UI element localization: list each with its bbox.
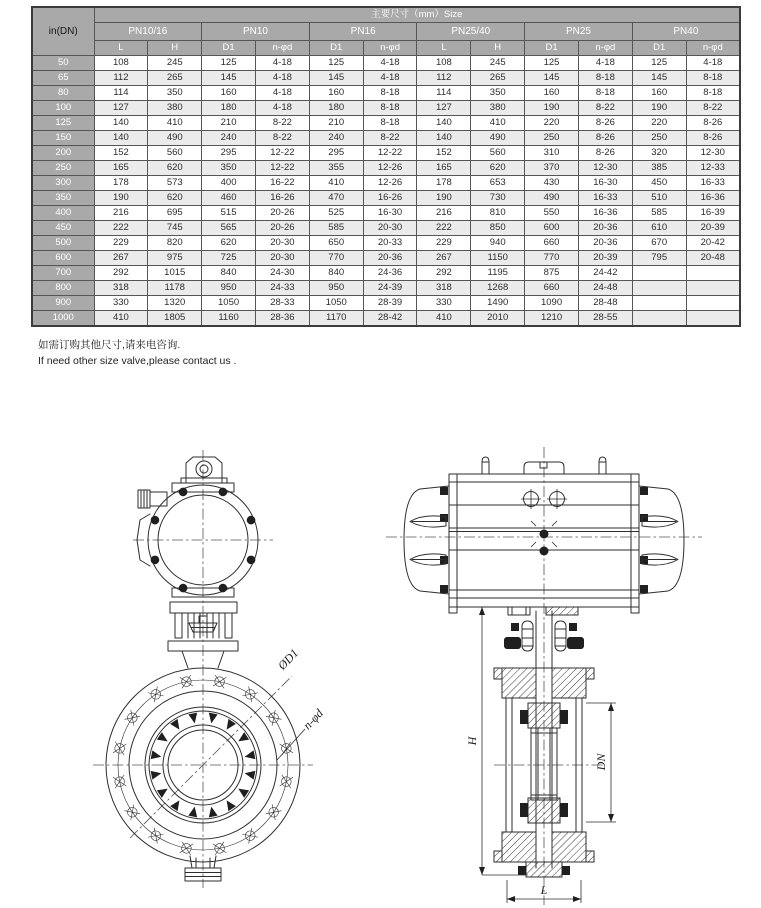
- value-cell: 1268: [471, 281, 525, 296]
- value-cell: 660: [525, 281, 579, 296]
- mount-pad: [546, 607, 578, 615]
- value-cell: 8-18: [578, 86, 632, 101]
- value-cell: 16-33: [578, 191, 632, 206]
- group-pn2540: PN25/40: [417, 23, 525, 41]
- value-cell: 550: [525, 206, 579, 221]
- value-cell: 975: [148, 251, 202, 266]
- dn-cell: 500: [32, 236, 94, 251]
- value-cell: 350: [202, 161, 256, 176]
- value-cell: 4-18: [255, 71, 309, 86]
- value-cell: 210: [202, 116, 256, 131]
- value-cell: 470: [309, 191, 363, 206]
- value-cell: [686, 296, 740, 311]
- value-cell: 190: [632, 101, 686, 116]
- value-cell: 8-26: [578, 146, 632, 161]
- value-cell: 229: [94, 236, 148, 251]
- value-cell: [686, 281, 740, 296]
- value-cell: 840: [309, 266, 363, 281]
- value-cell: 24-48: [578, 281, 632, 296]
- value-cell: 8-22: [255, 116, 309, 131]
- side-view-drawing: [386, 447, 702, 905]
- value-cell: 430: [525, 176, 579, 191]
- value-cell: 2010: [471, 311, 525, 327]
- value-cell: 940: [471, 236, 525, 251]
- value-cell: 653: [471, 176, 525, 191]
- value-cell: 1210: [525, 311, 579, 327]
- value-cell: 180: [202, 101, 256, 116]
- technical-drawings: [0, 420, 761, 908]
- value-cell: 460: [202, 191, 256, 206]
- value-cell: 160: [309, 86, 363, 101]
- value-cell: 330: [94, 296, 148, 311]
- value-cell: 140: [94, 131, 148, 146]
- value-cell: 560: [471, 146, 525, 161]
- dn-cell: 600: [32, 251, 94, 266]
- value-cell: 490: [471, 131, 525, 146]
- value-cell: 24-30: [255, 266, 309, 281]
- value-cell: 515: [202, 206, 256, 221]
- value-cell: 318: [417, 281, 471, 296]
- value-cell: 292: [94, 266, 148, 281]
- value-cell: 730: [471, 191, 525, 206]
- value-cell: 1178: [148, 281, 202, 296]
- value-cell: 220: [525, 116, 579, 131]
- col-header: H: [471, 41, 525, 56]
- value-cell: 4-18: [686, 56, 740, 71]
- table-row: [32, 131, 740, 146]
- value-cell: 24-36: [363, 266, 417, 281]
- value-cell: 4-18: [255, 101, 309, 116]
- value-cell: [632, 281, 686, 296]
- value-cell: 190: [94, 191, 148, 206]
- order-note: [38, 337, 236, 369]
- value-cell: 350: [471, 86, 525, 101]
- col-header: n-φd: [255, 41, 309, 56]
- right-end-cap: [639, 486, 684, 594]
- table-row: [32, 221, 740, 236]
- value-cell: 585: [632, 206, 686, 221]
- value-cell: [686, 266, 740, 281]
- value-cell: 24-33: [255, 281, 309, 296]
- value-cell: 267: [417, 251, 471, 266]
- value-cell: 1015: [148, 266, 202, 281]
- value-cell: 20-39: [578, 251, 632, 266]
- table-title: 主要尺寸（mm）Size: [94, 7, 740, 23]
- value-cell: 1805: [148, 311, 202, 327]
- value-cell: 1050: [202, 296, 256, 311]
- group-pn25: PN25: [525, 23, 633, 41]
- front-view-drawing: [93, 450, 327, 888]
- value-cell: 400: [202, 176, 256, 191]
- value-cell: 28-55: [578, 311, 632, 327]
- value-cell: 216: [417, 206, 471, 221]
- value-cell: 16-30: [363, 206, 417, 221]
- size-table-container: [31, 6, 741, 327]
- value-cell: 490: [148, 131, 202, 146]
- value-cell: 16-26: [255, 191, 309, 206]
- value-cell: 410: [471, 116, 525, 131]
- value-cell: 20-39: [686, 221, 740, 236]
- value-cell: [632, 296, 686, 311]
- value-cell: 114: [417, 86, 471, 101]
- value-cell: 585: [309, 221, 363, 236]
- value-cell: 145: [525, 71, 579, 86]
- value-cell: 8-22: [578, 101, 632, 116]
- value-cell: 320: [632, 146, 686, 161]
- table-row: [32, 56, 740, 71]
- value-cell: 355: [309, 161, 363, 176]
- value-cell: 12-22: [363, 146, 417, 161]
- value-cell: 250: [632, 131, 686, 146]
- value-cell: 660: [525, 236, 579, 251]
- dn-cell: 50: [32, 56, 94, 71]
- air-fitting: [138, 490, 167, 508]
- value-cell: 560: [148, 146, 202, 161]
- dn-cell: 65: [32, 71, 94, 86]
- value-cell: 216: [94, 206, 148, 221]
- table-row: [32, 236, 740, 251]
- dn-cell: 250: [32, 161, 94, 176]
- value-cell: 16-30: [578, 176, 632, 191]
- value-cell: 28-42: [363, 311, 417, 327]
- table-row: [32, 206, 740, 221]
- col-header: D1: [525, 41, 579, 56]
- value-cell: 410: [148, 116, 202, 131]
- value-cell: 295: [309, 146, 363, 161]
- value-cell: 125: [525, 56, 579, 71]
- value-cell: 28-36: [255, 311, 309, 327]
- value-cell: 810: [471, 206, 525, 221]
- table-row: [32, 266, 740, 281]
- value-cell: 20-26: [255, 206, 309, 221]
- value-cell: 330: [417, 296, 471, 311]
- dimension-dn: [586, 703, 616, 822]
- order-note-zh: 如需订购其他尺寸,请来电咨询.: [38, 339, 181, 351]
- dn-cell: 1000: [32, 311, 94, 327]
- value-cell: 24-42: [578, 266, 632, 281]
- col-header: D1: [632, 41, 686, 56]
- packing-gland-top: [528, 703, 560, 728]
- value-cell: 565: [202, 221, 256, 236]
- table-row: [32, 101, 740, 116]
- value-cell: 165: [417, 161, 471, 176]
- order-note-en: If need other size valve,please contact us .: [38, 355, 237, 367]
- value-cell: 240: [202, 131, 256, 146]
- table-row: [32, 86, 740, 101]
- value-cell: 410: [417, 311, 471, 327]
- value-cell: 8-26: [578, 131, 632, 146]
- value-cell: 125: [632, 56, 686, 71]
- value-cell: 152: [94, 146, 148, 161]
- value-cell: 112: [417, 71, 471, 86]
- value-cell: 12-30: [686, 146, 740, 161]
- value-cell: 8-26: [686, 116, 740, 131]
- value-cell: 12-22: [255, 161, 309, 176]
- dn-column-header: in(DN): [32, 7, 94, 56]
- value-cell: 240: [309, 131, 363, 146]
- value-cell: 16-36: [578, 206, 632, 221]
- value-cell: 20-48: [686, 251, 740, 266]
- table-row: [32, 146, 740, 161]
- value-cell: 525: [309, 206, 363, 221]
- value-cell: 600: [525, 221, 579, 236]
- value-cell: 620: [471, 161, 525, 176]
- value-cell: 450: [632, 176, 686, 191]
- col-header: D1: [202, 41, 256, 56]
- value-cell: 295: [202, 146, 256, 161]
- value-cell: 20-42: [686, 236, 740, 251]
- value-cell: 20-36: [363, 251, 417, 266]
- table-row: [32, 71, 740, 86]
- value-cell: 16-39: [686, 206, 740, 221]
- col-header: n-φd: [363, 41, 417, 56]
- value-cell: 1090: [525, 296, 579, 311]
- value-cell: 245: [471, 56, 525, 71]
- dn-cell: 700: [32, 266, 94, 281]
- value-cell: 20-36: [578, 221, 632, 236]
- dn-cell: 350: [32, 191, 94, 206]
- value-cell: 250: [525, 131, 579, 146]
- value-cell: 20-30: [255, 236, 309, 251]
- value-cell: 875: [525, 266, 579, 281]
- value-cell: 850: [471, 221, 525, 236]
- value-cell: 267: [94, 251, 148, 266]
- dn-cell: 400: [32, 206, 94, 221]
- value-cell: 127: [417, 101, 471, 116]
- value-cell: 16-36: [686, 191, 740, 206]
- value-cell: 145: [202, 71, 256, 86]
- value-cell: 145: [632, 71, 686, 86]
- group-pn40: PN40: [632, 23, 740, 41]
- label-h: H: [465, 736, 479, 746]
- value-cell: 12-22: [255, 146, 309, 161]
- value-cell: 16-33: [686, 176, 740, 191]
- value-cell: 210: [309, 116, 363, 131]
- value-cell: 385: [632, 161, 686, 176]
- value-cell: 410: [309, 176, 363, 191]
- value-cell: 127: [94, 101, 148, 116]
- value-cell: 820: [148, 236, 202, 251]
- value-cell: 573: [148, 176, 202, 191]
- value-cell: 950: [202, 281, 256, 296]
- value-cell: 840: [202, 266, 256, 281]
- value-cell: 4-18: [255, 86, 309, 101]
- col-header: n-φd: [578, 41, 632, 56]
- top-pin-left: [482, 457, 489, 474]
- label-n-phi-d: n-φd: [300, 706, 326, 733]
- value-cell: 178: [94, 176, 148, 191]
- dn-cell: 300: [32, 176, 94, 191]
- value-cell: 620: [202, 236, 256, 251]
- value-cell: 770: [525, 251, 579, 266]
- value-cell: 4-18: [363, 71, 417, 86]
- dn-cell: 80: [32, 86, 94, 101]
- value-cell: 310: [525, 146, 579, 161]
- value-cell: 108: [94, 56, 148, 71]
- group-pn1016: PN10/16: [94, 23, 202, 41]
- dn-cell: 800: [32, 281, 94, 296]
- value-cell: 180: [309, 101, 363, 116]
- value-cell: 114: [94, 86, 148, 101]
- label-d1: ØD1: [274, 645, 302, 673]
- value-cell: 222: [417, 221, 471, 236]
- value-cell: 12-26: [363, 176, 417, 191]
- value-cell: 8-18: [686, 71, 740, 86]
- label-dn: DN: [594, 753, 608, 771]
- value-cell: 1195: [471, 266, 525, 281]
- value-cell: 20-36: [578, 236, 632, 251]
- value-cell: 350: [148, 86, 202, 101]
- table-row: [32, 311, 740, 327]
- table-row: [32, 281, 740, 296]
- bottom-cover: [526, 862, 562, 877]
- value-cell: 178: [417, 176, 471, 191]
- value-cell: 1160: [202, 311, 256, 327]
- value-cell: 125: [309, 56, 363, 71]
- size-table-body: [32, 56, 740, 327]
- value-cell: 1490: [471, 296, 525, 311]
- table-row: [32, 296, 740, 311]
- value-cell: 190: [417, 191, 471, 206]
- value-cell: 145: [309, 71, 363, 86]
- value-cell: 265: [471, 71, 525, 86]
- value-cell: 108: [417, 56, 471, 71]
- value-cell: 1050: [309, 296, 363, 311]
- value-cell: 1150: [471, 251, 525, 266]
- packing-gland-bottom: [528, 798, 560, 823]
- value-cell: 695: [148, 206, 202, 221]
- col-header: D1: [309, 41, 363, 56]
- value-cell: 112: [94, 71, 148, 86]
- group-pn16: PN16: [309, 23, 417, 41]
- value-cell: 950: [309, 281, 363, 296]
- dn-cell: 450: [32, 221, 94, 236]
- value-cell: 8-26: [578, 116, 632, 131]
- size-table-header: [32, 7, 740, 56]
- value-cell: 20-30: [255, 251, 309, 266]
- value-cell: 725: [202, 251, 256, 266]
- table-row: [32, 251, 740, 266]
- value-cell: 24-39: [363, 281, 417, 296]
- value-cell: 229: [417, 236, 471, 251]
- col-header: L: [417, 41, 471, 56]
- value-cell: 380: [471, 101, 525, 116]
- value-cell: 380: [148, 101, 202, 116]
- value-cell: 245: [148, 56, 202, 71]
- value-cell: 152: [417, 146, 471, 161]
- col-header: L: [94, 41, 148, 56]
- col-header: n-φd: [686, 41, 740, 56]
- value-cell: [632, 311, 686, 327]
- value-cell: 165: [94, 161, 148, 176]
- value-cell: 8-26: [686, 131, 740, 146]
- value-cell: 8-18: [363, 116, 417, 131]
- value-cell: 12-26: [363, 161, 417, 176]
- value-cell: 160: [525, 86, 579, 101]
- value-cell: 770: [309, 251, 363, 266]
- value-cell: 1320: [148, 296, 202, 311]
- value-cell: 12-30: [578, 161, 632, 176]
- value-cell: 8-18: [363, 101, 417, 116]
- dn-cell: 900: [32, 296, 94, 311]
- value-cell: 222: [94, 221, 148, 236]
- table-row: [32, 161, 740, 176]
- dn-cell: 200: [32, 146, 94, 161]
- left-end-cap: [404, 486, 449, 594]
- value-cell: 610: [632, 221, 686, 236]
- size-table: [31, 6, 741, 327]
- dn-cell: 125: [32, 116, 94, 131]
- value-cell: 20-30: [363, 221, 417, 236]
- top-pin-right: [599, 457, 606, 474]
- value-cell: 8-22: [255, 131, 309, 146]
- col-header: H: [148, 41, 202, 56]
- value-cell: 28-48: [578, 296, 632, 311]
- value-cell: 370: [525, 161, 579, 176]
- value-cell: 160: [202, 86, 256, 101]
- value-cell: [686, 311, 740, 327]
- value-cell: 140: [417, 116, 471, 131]
- value-cell: 160: [632, 86, 686, 101]
- value-cell: 220: [632, 116, 686, 131]
- value-cell: 16-22: [255, 176, 309, 191]
- dn-cell: 100: [32, 101, 94, 116]
- value-cell: 650: [309, 236, 363, 251]
- value-cell: 318: [94, 281, 148, 296]
- value-cell: 795: [632, 251, 686, 266]
- value-cell: 4-18: [363, 56, 417, 71]
- value-cell: 1170: [309, 311, 363, 327]
- value-cell: 410: [94, 311, 148, 327]
- value-cell: 20-26: [255, 221, 309, 236]
- value-cell: 490: [525, 191, 579, 206]
- value-cell: 620: [148, 191, 202, 206]
- value-cell: 4-18: [255, 56, 309, 71]
- value-cell: 265: [148, 71, 202, 86]
- value-cell: 8-18: [578, 71, 632, 86]
- mount-bracket: [508, 607, 530, 615]
- value-cell: 28-39: [363, 296, 417, 311]
- value-cell: 125: [202, 56, 256, 71]
- value-cell: 8-22: [363, 131, 417, 146]
- value-cell: 4-18: [578, 56, 632, 71]
- value-cell: 745: [148, 221, 202, 236]
- value-cell: 670: [632, 236, 686, 251]
- group-pn10: PN10: [202, 23, 310, 41]
- value-cell: 8-18: [363, 86, 417, 101]
- value-cell: 16-26: [363, 191, 417, 206]
- value-cell: 620: [148, 161, 202, 176]
- value-cell: [632, 266, 686, 281]
- label-l: L: [540, 883, 548, 897]
- value-cell: 8-22: [686, 101, 740, 116]
- table-row: [32, 191, 740, 206]
- value-cell: 140: [94, 116, 148, 131]
- table-row: [32, 176, 740, 191]
- value-cell: 140: [417, 131, 471, 146]
- value-cell: 190: [525, 101, 579, 116]
- value-cell: 20-33: [363, 236, 417, 251]
- value-cell: 12-33: [686, 161, 740, 176]
- dn-cell: 150: [32, 131, 94, 146]
- value-cell: 28-33: [255, 296, 309, 311]
- value-cell: 292: [417, 266, 471, 281]
- value-cell: 510: [632, 191, 686, 206]
- table-row: [32, 116, 740, 131]
- value-cell: 8-18: [686, 86, 740, 101]
